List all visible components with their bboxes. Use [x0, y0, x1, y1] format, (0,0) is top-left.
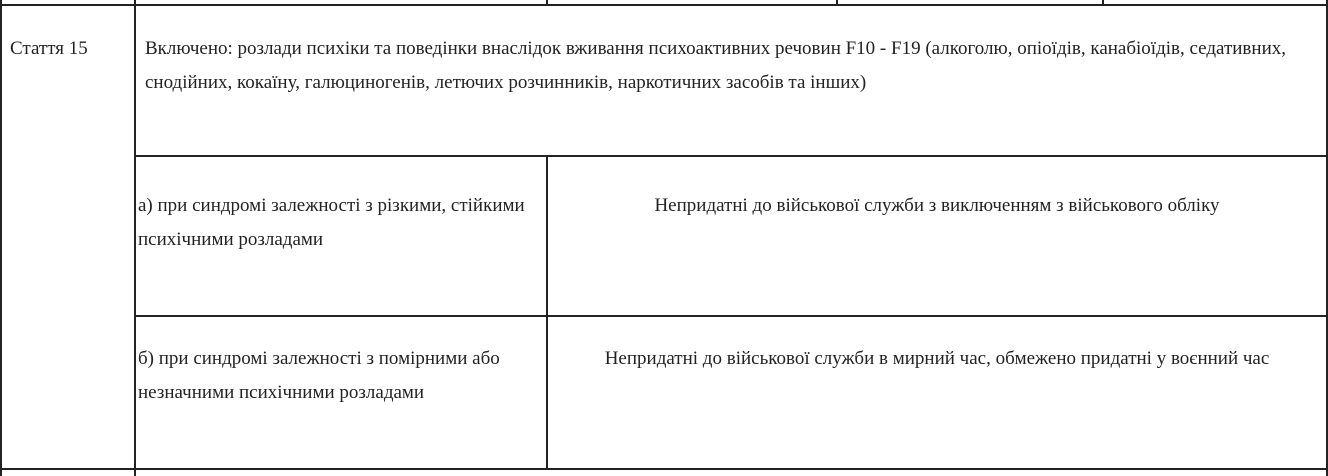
included-description: Включено: розлади психіки та поведінки внаслідок вживання психоактивних речовин F10 - F19 (алкоголю, опіоїдів, канабіоїдів, седативних, снодійних, кокаїну, галюциногенів, летючих розчинників, наркотичних засобів та інших): [145, 38, 1286, 93]
condition-a: а) при синдромі залежності з різкими, стійкими психічними розладами: [138, 195, 525, 250]
table-border-left: [0, 0, 2, 476]
article-label: Стаття 15: [10, 38, 88, 59]
subtable-top-border: [134, 155, 1328, 157]
table-top-border: [0, 4, 1328, 6]
previous-row-divider-3: [1102, 0, 1104, 6]
condition-b: б) при синдромі залежності з помірними або незначними психічними розладами: [138, 348, 500, 403]
previous-row-divider-2: [836, 0, 838, 6]
table-bottom-border: [0, 468, 1328, 470]
subtable-row-divider: [134, 315, 1328, 317]
verdict-b: Непридатні до військової служби в мирний час, обмежено придатні у воєнний час: [604, 348, 1270, 369]
previous-row-divider-1: [546, 0, 548, 6]
subtable-column-divider: [546, 155, 548, 470]
article-column-divider: [134, 0, 136, 476]
verdict-a: Непридатні до військової служби з виключенням з військового обліку: [654, 195, 1220, 216]
